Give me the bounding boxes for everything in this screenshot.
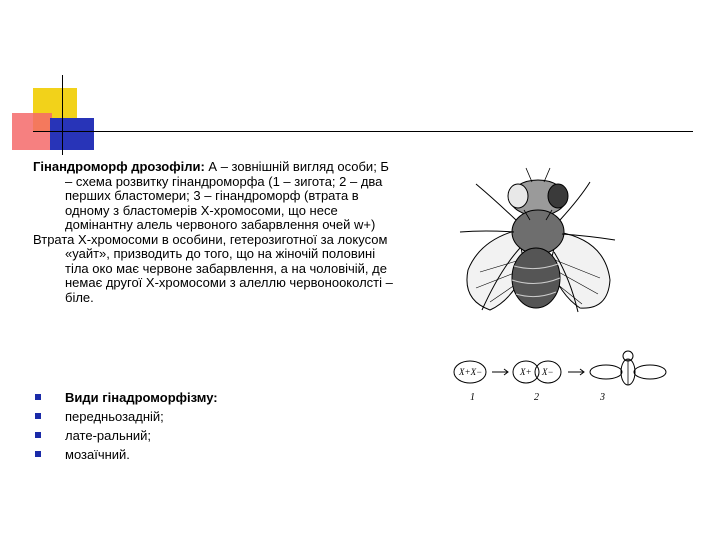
blastomere-right-label: X−: [542, 367, 554, 377]
mini-fly-wing-right: [634, 365, 666, 379]
bullet-text: мозаїчний.: [65, 447, 130, 462]
caption-body: А – зовнішній вигляд особи; Б – схема розвитку гінандроморфа (1 – зигота; 2 – два перших бластомери; 3 – гінандроморф (втрата в одному з бластомерів X-хромосоми, що несе домінантну алель червоного забарвлення очей w+): [65, 159, 389, 232]
caption-paragraph: [33, 160, 393, 233]
blue-square: [50, 118, 94, 150]
bullet-text: лате-ральний;: [65, 428, 152, 443]
bullet-icon: [35, 413, 41, 419]
vertical-line: [62, 75, 63, 155]
scheme-number: 3: [600, 392, 605, 403]
slide-text: [33, 160, 393, 305]
bullet-icon: [35, 432, 41, 438]
figure-svg: [440, 160, 710, 410]
blastomere-left-label: X+: [520, 367, 532, 377]
bullet-list: [33, 388, 393, 464]
bullet-heading: Види гінадроморфізму:: [65, 390, 218, 405]
fly-drawing: [460, 168, 615, 312]
scheme-number: 1: [470, 392, 475, 403]
zygote-label: X+X−: [459, 367, 483, 377]
bullet-icon: [35, 451, 41, 457]
caption-title: Гінандроморф дрозофіли:: [33, 159, 205, 174]
bullet-text: передньозадній;: [65, 409, 164, 424]
explanation-paragraph: Втрата X-хромосоми в особини, гетерозиготної за локусом «уайт», призводить до того, що на жіночій половині тіла око має червоне забарвлення, а на чоловічій, де немає другої X-хромосоми з алеллю червонооколсті – біле.: [33, 231, 393, 305]
gynandromorph-figure: [440, 160, 710, 410]
bullet-icon: [35, 394, 41, 400]
list-item: [33, 445, 393, 464]
list-item: [33, 407, 393, 426]
list-item: [33, 388, 393, 407]
list-item: [33, 426, 393, 445]
horizontal-line: [33, 131, 693, 132]
mini-fly-wing-left: [590, 365, 622, 379]
scheme-number: 2: [534, 392, 539, 403]
development-scheme: [454, 351, 666, 385]
